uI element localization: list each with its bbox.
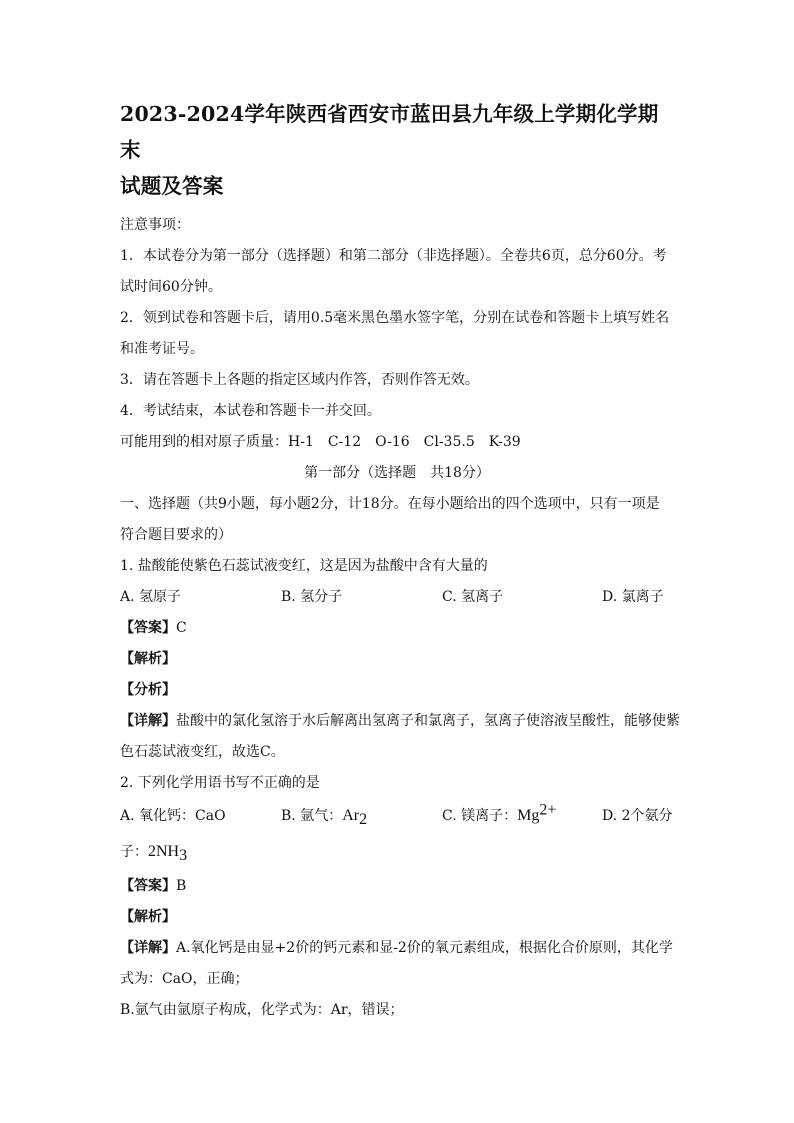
q2-answer-value: B	[176, 878, 187, 894]
q2-detail-tag: 【详解】	[120, 940, 176, 956]
notice-2-line-2: 和准考证号。	[120, 341, 204, 357]
q1-detail-line-1	[120, 706, 680, 737]
q1-options	[120, 582, 674, 613]
q2-option-d-formula: 2NH	[148, 843, 180, 860]
q1-answer	[120, 613, 674, 644]
q2-answer	[120, 871, 674, 902]
q2-option-b-subscript: 2	[359, 810, 368, 828]
q1-detail-text: 盐酸中的氯化氢溶于水后解离出氢离子和氯离子，氢离子使溶液呈酸性，能够使紫	[176, 713, 680, 729]
q2-option-c-formula: Mg	[517, 807, 540, 824]
q1-option-c: C. 氢离子	[442, 589, 504, 605]
q1-stem: 1. 盐酸能使紫色石蕊试液变红，这是因为盐酸中含有大量的	[120, 558, 488, 574]
q2-answer-tag: 【答案】	[120, 878, 176, 894]
q1-answer-tag: 【答案】	[120, 620, 176, 636]
q1-fenxi-tag: 【分析】	[120, 682, 176, 698]
notice-3: 3．请在答题卡上各题的指定区域内作答，否则作答无效。	[120, 372, 479, 388]
q2-option-d-cont: 子：	[120, 844, 148, 860]
q1-detail-tag: 【详解】	[120, 713, 176, 729]
q2-detail-line-1	[120, 933, 674, 964]
q2-stem: 2. 下列化学用语书写不正确的是	[120, 775, 320, 791]
atomic-masses: 可能用到的相对原子质量：H-1 C-12 O-16 Cl-35.5 K-39	[120, 434, 521, 450]
title-line-1: 2023-2024学年陕西省西安市蓝田县九年级上学期化学期末	[120, 102, 659, 162]
q2-option-b-label: B. 氩气：	[281, 808, 343, 824]
q1-detail-line-2: 色石蕊试液变红，故选C。	[120, 744, 285, 760]
q1-option-b: B. 氢分子	[281, 589, 343, 605]
q2-option-c-superscript: 2+	[539, 801, 557, 819]
notice-heading: 注意事项：	[120, 217, 190, 233]
q2-option-b-formula: Ar	[342, 807, 360, 824]
q2-option-a: A. 氧化钙：CaO	[120, 808, 226, 824]
q2-detail-line-3: B.氩气由氩原子构成，化学式为：Ar，错误；	[120, 1002, 404, 1018]
q2-option-c	[442, 799, 602, 833]
q1-answer-value: C	[176, 620, 187, 636]
q2-option-d-label: D. 2个氨分	[602, 808, 673, 824]
notice-1-line-1: 1．本试卷分为第一部分（选择题）和第二部分（非选择题）。全卷共6页，总分60分。考	[120, 248, 667, 264]
part1-heading: 第一部分（选择题 共18分）	[304, 465, 490, 481]
q2-option-b	[281, 799, 442, 833]
section1-line-1: 一、选择题（共9小题，每小题2分，计18分。在每小题给出的四个选项中，只有一项是	[120, 496, 660, 512]
notice-2-line-1: 2．领到试卷和答题卡后，请用0.5毫米黑色墨水签字笔，分别在试卷和答题卡上填写姓名	[120, 310, 670, 326]
notice-1-line-2: 试时间60分钟。	[120, 279, 222, 295]
q2-option-d-subscript: 3	[179, 846, 188, 864]
q1-option-a: A. 氢原子	[120, 589, 182, 605]
q2-option-c-label: C. 镁离子：	[442, 808, 518, 824]
q2-options	[120, 799, 674, 833]
q1-option-d: D. 氯离子	[602, 589, 664, 605]
q2-analysis-tag: 【解析】	[120, 909, 176, 925]
q2-detail-line-2: 式为：CaO，正确；	[120, 971, 249, 987]
q2-detail-text: A.氧化钙是由显+2价的钙元素和显-2价的氧元素组成，根据化合价原则，其化学	[176, 940, 673, 956]
q2-option-d-continued	[120, 833, 674, 871]
section1-line-2: 符合题目要求的）	[120, 527, 232, 543]
notice-4: 4．考试结束，本试卷和答题卡一并交回。	[120, 403, 381, 419]
q1-analysis-tag: 【解析】	[120, 651, 176, 667]
title-line-2: 试题及答案	[120, 174, 224, 198]
document-title	[120, 96, 674, 204]
